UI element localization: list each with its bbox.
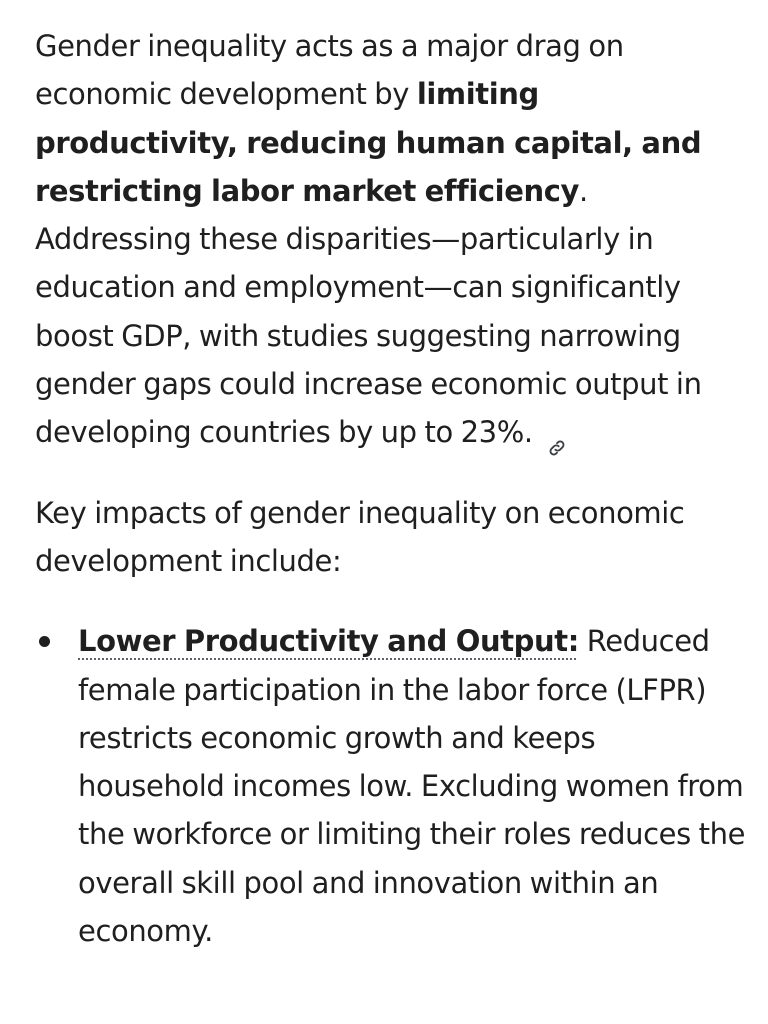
bullet-title-link[interactable]: Lower Productivity and Output: [78, 624, 579, 659]
intro-text-after: . Addressing these disparities—particularly in education and employment—can significantly boost GDP, with studies suggesting narrowing gender gaps could increase economic output in developing countries by up to 23%. [35, 173, 702, 450]
response-content [35, 22, 747, 955]
bullet-dot [39, 636, 50, 647]
link-icon[interactable] [547, 424, 567, 444]
impacts-list [35, 617, 747, 955]
bullet-body: Reduced female participation in the labor force (LFPR) restricts economic growth and keeps household incomes low. Excluding women from the workforce or limiting their roles reduces the overall skill pool and innovation within an economy. [78, 624, 746, 949]
list-item [35, 617, 747, 955]
intro-bold-text: limiting productivity, reducing human capital, and restricting labor market efficiency [35, 77, 702, 208]
intro-paragraph [35, 22, 747, 457]
key-impacts-heading: Key impacts of gender inequality on economic development include: [35, 495, 685, 578]
bullet-paragraph [78, 617, 747, 955]
intro-text-before: Gender inequality acts as a major drag on economic development by [35, 29, 624, 112]
